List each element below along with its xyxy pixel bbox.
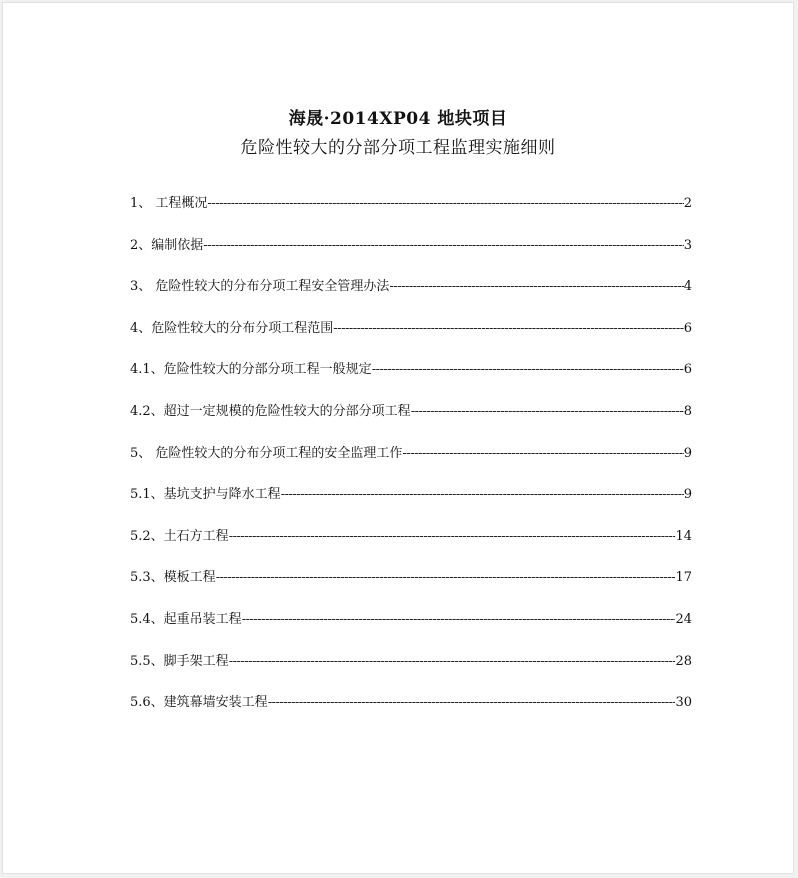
toc-entry[interactable] bbox=[130, 400, 692, 442]
toc-entry-label: 2、编制依据 bbox=[130, 237, 204, 253]
toc-leader bbox=[216, 570, 676, 585]
toc-entry-label: 5.3、模板工程 bbox=[130, 570, 216, 586]
toc-entry-page: 4 bbox=[683, 279, 692, 295]
toc-entry[interactable] bbox=[130, 192, 692, 234]
toc-entry-label: 5.2、土石方工程 bbox=[130, 528, 229, 544]
toc-leader bbox=[229, 654, 676, 669]
toc-entry[interactable] bbox=[130, 650, 692, 692]
toc-entry[interactable] bbox=[130, 608, 692, 650]
toc-entry-label: 4.2、超过一定规模的危险性较大的分部分项工程 bbox=[130, 403, 411, 419]
toc-entry-label: 3、 危险性较大的分布分项工程安全管理办法 bbox=[130, 279, 390, 295]
toc-entry-label: 4、危险性较大的分布分项工程范围 bbox=[130, 320, 334, 336]
toc-leader bbox=[372, 362, 684, 377]
toc-entry[interactable] bbox=[130, 442, 692, 484]
toc-entry-label: 5.5、脚手架工程 bbox=[130, 653, 229, 669]
toc-entry[interactable] bbox=[130, 483, 692, 525]
toc-entry-page: 6 bbox=[683, 320, 692, 336]
toc-leader bbox=[402, 446, 683, 461]
toc-leader bbox=[207, 196, 683, 211]
toc-entry-page: 9 bbox=[683, 487, 692, 503]
toc-entry-page: 9 bbox=[683, 445, 692, 461]
toc-entry-page: 30 bbox=[675, 695, 692, 711]
toc-entry-page: 28 bbox=[675, 653, 692, 669]
toc-entry-label: 4.1、危险性较大的分部分项工程一般规定 bbox=[130, 362, 372, 378]
toc-entry-label: 5、 危险性较大的分布分项工程的安全监理工作 bbox=[130, 445, 403, 461]
toc-leader bbox=[203, 238, 683, 253]
toc-entry[interactable] bbox=[130, 358, 692, 400]
toc-entry[interactable] bbox=[130, 566, 692, 608]
document-title: 海晟·2014XP04 地块项目 bbox=[288, 109, 508, 129]
toc-entry-page: 3 bbox=[683, 237, 692, 253]
toc-entry[interactable] bbox=[130, 234, 692, 276]
toc-entry-label: 1、 工程概况 bbox=[130, 196, 208, 211]
toc-entry-page: 6 bbox=[683, 362, 692, 378]
toc-entry-page: 17 bbox=[675, 570, 692, 586]
toc-entry-page: 24 bbox=[675, 611, 692, 627]
toc-entry-label: 5.4、起重吊装工程 bbox=[130, 611, 242, 627]
toc-entry-page: 2 bbox=[683, 196, 692, 211]
document-page bbox=[2, 2, 794, 874]
toc-leader bbox=[333, 321, 683, 336]
toc-leader bbox=[242, 612, 676, 627]
toc-entry[interactable] bbox=[130, 525, 692, 567]
toc-leader bbox=[389, 279, 683, 294]
toc-entry[interactable] bbox=[130, 691, 692, 733]
toc-entry-label: 5.6、建筑幕墙安装工程 bbox=[130, 695, 268, 711]
toc-entry-label: 5.1、基坑支护与降水工程 bbox=[130, 487, 281, 503]
document-subtitle: 危险性较大的分部分项工程监理实施细则 bbox=[240, 138, 556, 158]
toc-entry-page: 8 bbox=[683, 403, 692, 419]
toc-entry[interactable] bbox=[130, 317, 692, 359]
toc-entry-page: 14 bbox=[675, 528, 692, 544]
toc-entry[interactable] bbox=[130, 275, 692, 317]
toc-leader bbox=[281, 487, 684, 502]
toc-leader bbox=[229, 529, 676, 544]
table-of-contents bbox=[130, 192, 692, 733]
toc-leader bbox=[268, 695, 676, 710]
toc-leader bbox=[411, 404, 684, 419]
